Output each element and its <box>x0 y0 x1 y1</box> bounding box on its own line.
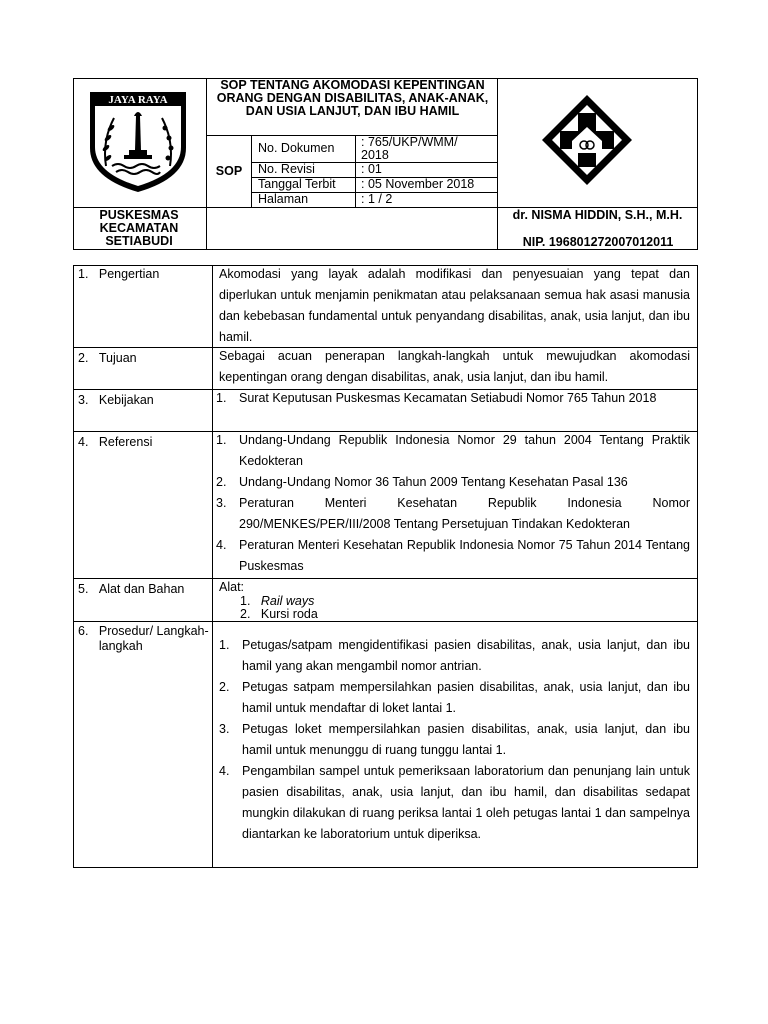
section-4-label <box>78 434 208 450</box>
list-item: 4. Pengambilan sampel untuk pemeriksaan laboratorium dan penunjang lain untuk pasien disabilitas, anak, usia lanjut, dan ibu hamil, dan disabilitas sedapat mungkin dilakukan di ruang periksa lantai 1 oleh petugas lantai 1 dan sampelnya diantarkan ke laboratorium untuk diperiksa. <box>219 764 690 841</box>
info-label-tanggal: Tanggal Terbit <box>258 177 336 191</box>
section-4-list <box>216 430 690 577</box>
list-item: 4. Peraturan Menteri Kesehatan Republik Indonesia Nomor 75 Tahun 2014 Tentang Puskesmas <box>216 538 690 573</box>
info-label-halaman: Halaman <box>258 192 309 206</box>
section-5-intro: Alat: <box>219 580 245 594</box>
signatory-nip: NIP. 196801272007012011 <box>522 235 674 249</box>
section-5-item-2: 2. Kursi roda <box>240 607 318 621</box>
section-6-label <box>78 624 212 654</box>
section-5-label <box>78 581 212 597</box>
section-1-title: Pengertian <box>98 267 160 281</box>
info-value-halaman: : 1 / 2 <box>361 192 393 206</box>
section-2-text: Sebagai acuan penerapan langkah-langkah untuk mewujudkan akomodasi kepentingan orang dengan disabilitas, anak, usia lanjut, dan ibu hamil. <box>219 349 690 384</box>
section-2-label <box>78 350 208 366</box>
info-value-revisi: : 01 <box>361 162 382 176</box>
section-2-number: 2. <box>78 351 89 365</box>
list-item: 2. Undang-Undang Nomor 36 Tahun 2009 Tentang Kesehatan Pasal 136 <box>216 475 628 489</box>
sop-title: SOP TENTANG AKOMODASI KEPENTINGAN ORANG DENGAN DISABILITAS, ANAK-ANAK, DAN USIA LANJUT, DAN IBU HAMIL <box>216 78 489 118</box>
section-3-list <box>216 388 690 409</box>
logo-lettering: JAYA RAYA <box>108 94 168 106</box>
section-3-label <box>78 392 208 408</box>
section-6-title: Prosedur/ Langkah-langkah <box>98 624 209 653</box>
section-3-number: 3. <box>78 393 89 407</box>
section-5-title: Alat dan Bahan <box>98 582 185 596</box>
list-item: 3. Peraturan Menteri Kesehatan Republik Indonesia Nomor 290/MENKES/PER/III/2008 Tentang Persetujuan Tindakan Kedokteran <box>216 496 690 531</box>
signatory-name: dr. NISMA HIDDIN, S.H., M.H. <box>512 208 683 222</box>
organization-name: PUSKESMAS KECAMATAN SETIABUDI <box>99 208 179 248</box>
list-item: 1. Undang-Undang Republik Indonesia Nomor 29 tahun 2004 Tentang Praktik Kedokteran <box>216 433 690 468</box>
section-1-label <box>78 266 208 282</box>
list-item: 1. Surat Keputusan Puskesmas Kecamatan Setiabudi Nomor 765 Tahun 2018 <box>216 391 657 405</box>
puskesmas-logo <box>540 93 634 187</box>
section-5-item-1: 1. Rail ways <box>240 594 315 608</box>
sop-label: SOP <box>215 164 243 178</box>
info-value-dokumen: : 765/UKP/WMM/ 2018 <box>361 135 458 162</box>
section-4-number: 4. <box>78 435 89 449</box>
section-3-title: Kebijakan <box>98 393 154 407</box>
info-value-tanggal: : 05 November 2018 <box>361 177 475 191</box>
list-item: 2. Petugas satpam mempersilahkan pasien disabilitas, anak, usia lanjut, dan ibu hamil untuk mendaftar di loket lantai 1. <box>219 680 690 715</box>
list-item: 1. Petugas/satpam mengidentifikasi pasien disabilitas, anak, usia lanjut, dan ibu hamil yang akan mengambil nomor antrian. <box>219 638 690 673</box>
info-label-dokumen: No. Dokumen <box>258 141 335 155</box>
info-label-revisi: No. Revisi <box>258 162 315 176</box>
section-6-list <box>219 635 690 845</box>
section-4-title: Referensi <box>98 435 153 449</box>
section-5-number: 5. <box>78 582 89 596</box>
section-1-text: Akomodasi yang layak adalah modifikasi dan penyesuaian yang tepat dan diperlukan untuk menjamin penikmatan atau pelaksanaan semua hak asasi manusia dan kebebasan fundamental untuk penyandang disabilitas, anak, usia lanjut, dan ibu hamil. <box>219 267 690 344</box>
jaya-raya-logo <box>84 86 192 196</box>
section-2-title: Tujuan <box>98 351 137 365</box>
section-1-number: 1. <box>78 267 89 281</box>
list-item: 3. Petugas loket mempersilahkan pasien disabilitas, anak, usia lanjut, dan ibu hamil untuk menunggu di ruang tunggu lantai 1. <box>219 722 690 757</box>
section-6-number: 6. <box>78 624 89 638</box>
